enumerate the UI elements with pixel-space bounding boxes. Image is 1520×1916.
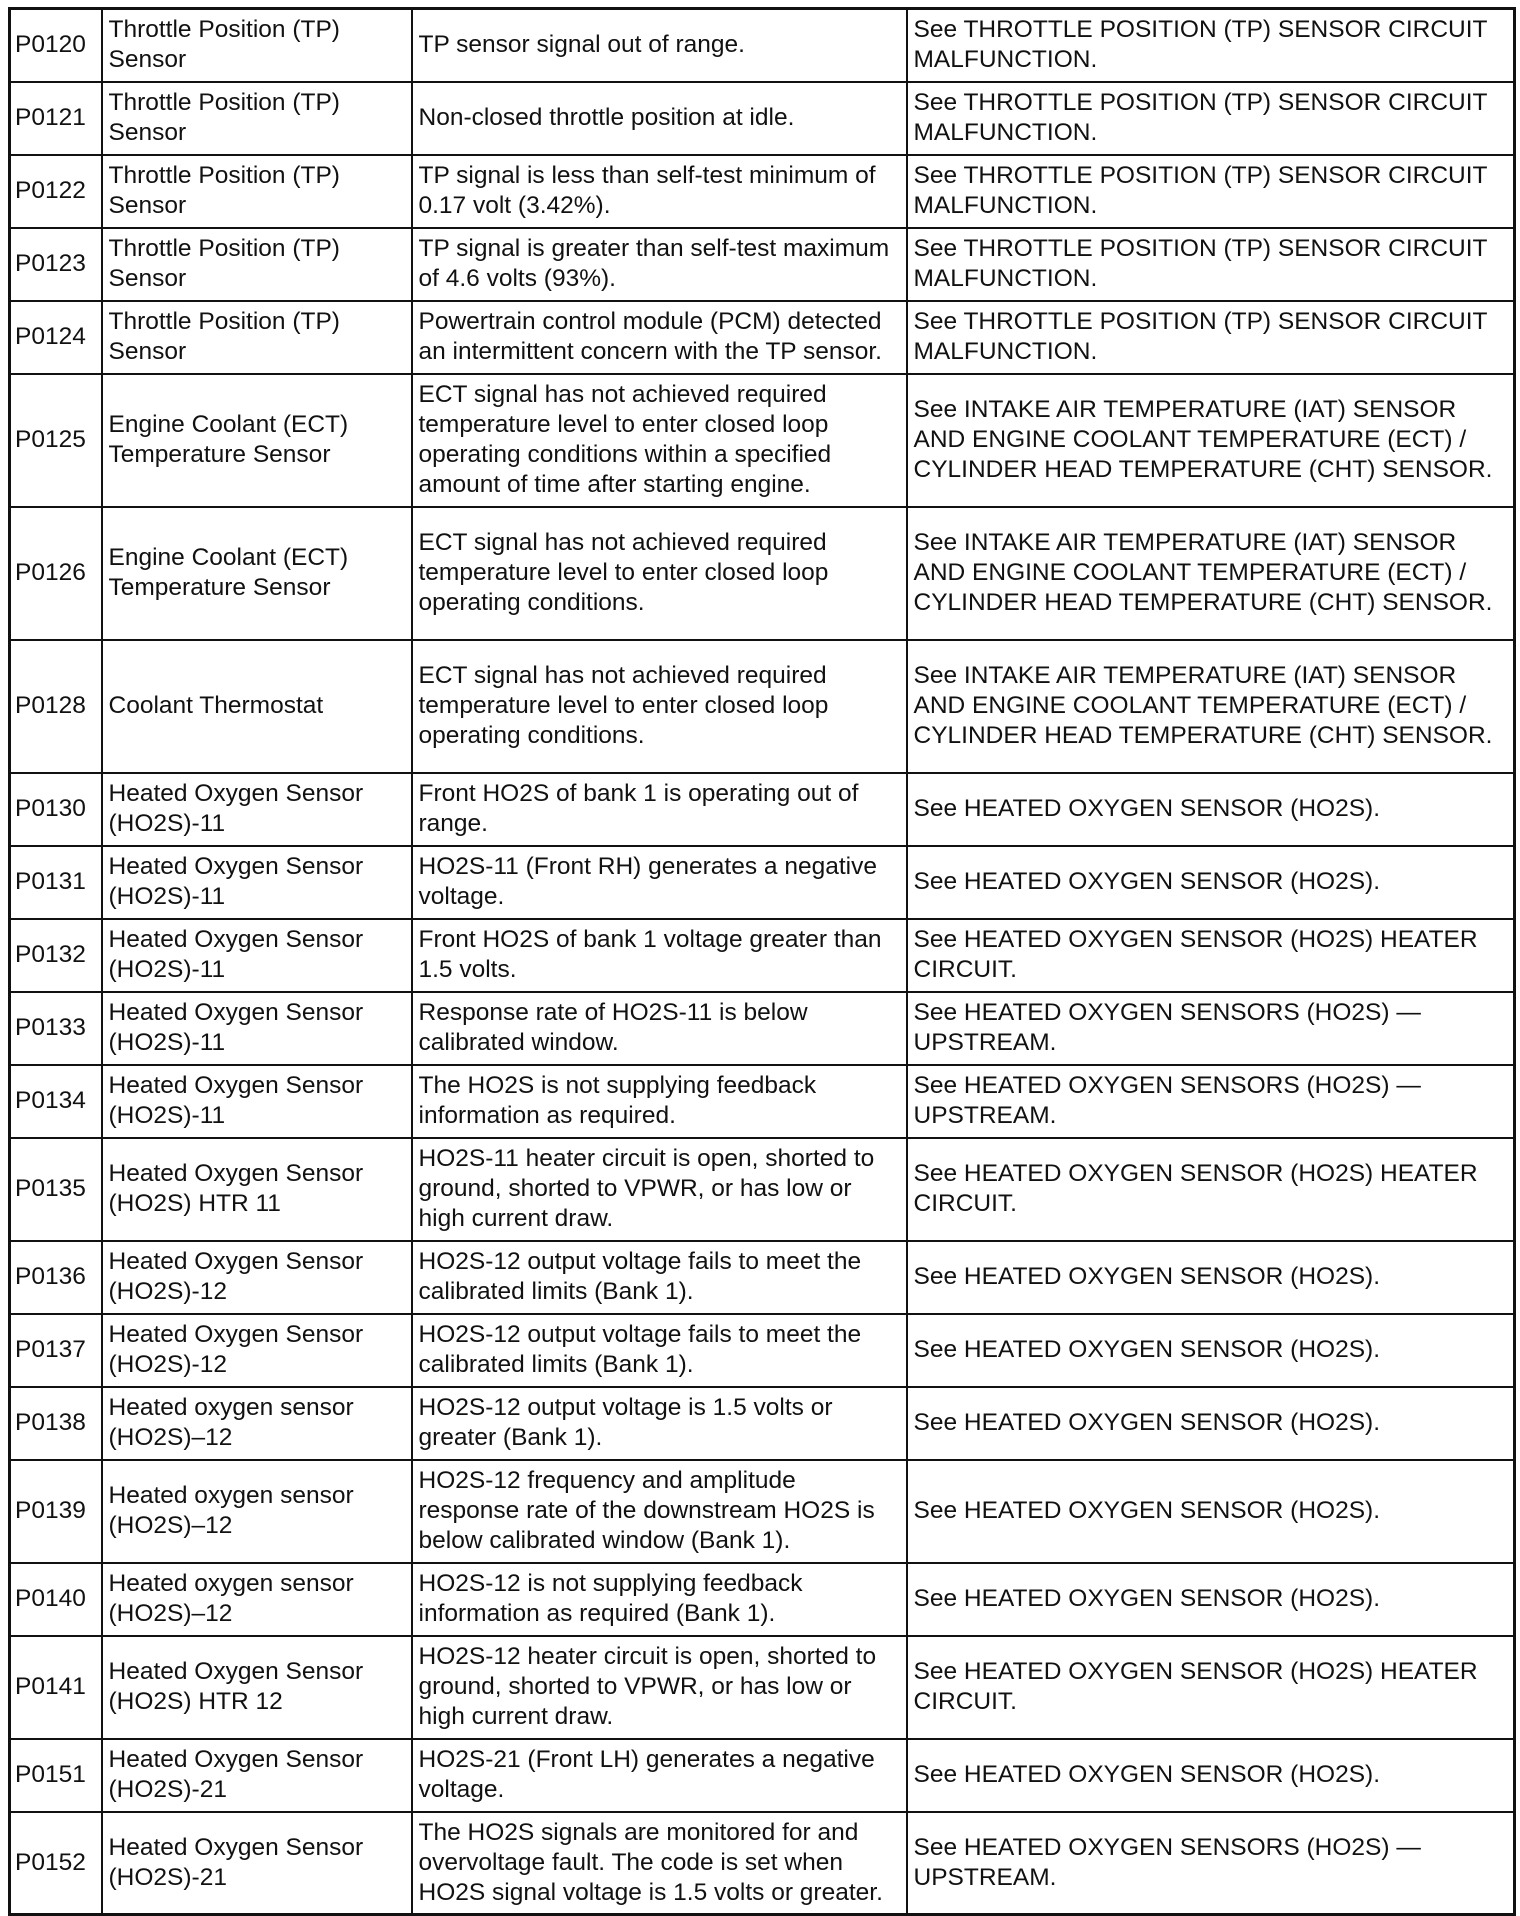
table-row: [10, 773, 1515, 846]
table-row: [10, 1241, 1515, 1314]
condition-cell: Response rate of HO2S-11 is below calibrated window.: [412, 992, 907, 1065]
system-cell: Coolant Thermostat: [102, 640, 412, 773]
action-cell: See HEATED OXYGEN SENSOR (HO2S) HEATER CIRCUIT.: [907, 1138, 1515, 1241]
table-row: [10, 1314, 1515, 1387]
table-row: [10, 1065, 1515, 1138]
table-row: [10, 640, 1515, 773]
system-cell: Heated Oxygen Sensor (HO2S)-11: [102, 846, 412, 919]
dtc-code-cell: P0123: [10, 228, 102, 301]
action-cell: See HEATED OXYGEN SENSOR (HO2S).: [907, 1563, 1515, 1636]
condition-cell: HO2S-12 output voltage fails to meet the calibrated limits (Bank 1).: [412, 1314, 907, 1387]
dtc-code-cell: P0128: [10, 640, 102, 773]
system-cell: Throttle Position (TP) Sensor: [102, 82, 412, 155]
action-cell: See THROTTLE POSITION (TP) SENSOR CIRCUIT MALFUNCTION.: [907, 82, 1515, 155]
condition-cell: HO2S-12 heater circuit is open, shorted to ground, shorted to VPWR, or has low or high current draw.: [412, 1636, 907, 1739]
condition-cell: ECT signal has not achieved required temperature level to enter closed loop operating conditions.: [412, 640, 907, 773]
action-cell: See HEATED OXYGEN SENSORS (HO2S) — UPSTREAM.: [907, 1812, 1515, 1915]
system-cell: Heated Oxygen Sensor (HO2S)-21: [102, 1739, 412, 1812]
condition-cell: HO2S-12 output voltage fails to meet the calibrated limits (Bank 1).: [412, 1241, 907, 1314]
condition-cell: TP signal is less than self-test minimum of 0.17 volt (3.42%).: [412, 155, 907, 228]
action-cell: See HEATED OXYGEN SENSOR (HO2S).: [907, 846, 1515, 919]
system-cell: Heated Oxygen Sensor (HO2S)-12: [102, 1241, 412, 1314]
dtc-code-cell: P0126: [10, 507, 102, 640]
condition-cell: Non-closed throttle position at idle.: [412, 82, 907, 155]
table-row: [10, 992, 1515, 1065]
dtc-table: [8, 7, 1516, 1916]
table-row: [10, 374, 1515, 507]
action-cell: See INTAKE AIR TEMPERATURE (IAT) SENSOR AND ENGINE COOLANT TEMPERATURE (ECT) / CYLINDER HEAD TEMPERATURE (CHT) SENSOR.: [907, 507, 1515, 640]
table-row: [10, 9, 1515, 82]
action-cell: See HEATED OXYGEN SENSOR (HO2S).: [907, 1314, 1515, 1387]
condition-cell: The HO2S is not supplying feedback information as required.: [412, 1065, 907, 1138]
action-cell: See THROTTLE POSITION (TP) SENSOR CIRCUIT MALFUNCTION.: [907, 155, 1515, 228]
system-cell: Throttle Position (TP) Sensor: [102, 228, 412, 301]
action-cell: See INTAKE AIR TEMPERATURE (IAT) SENSOR AND ENGINE COOLANT TEMPERATURE (ECT) / CYLINDER HEAD TEMPERATURE (CHT) SENSOR.: [907, 374, 1515, 507]
dtc-code-cell: P0120: [10, 9, 102, 82]
condition-cell: Front HO2S of bank 1 is operating out of range.: [412, 773, 907, 846]
condition-cell: HO2S-12 is not supplying feedback information as required (Bank 1).: [412, 1563, 907, 1636]
dtc-table-body: [10, 9, 1515, 1915]
system-cell: Heated Oxygen Sensor (HO2S)-11: [102, 992, 412, 1065]
system-cell: Heated oxygen sensor (HO2S)–12: [102, 1563, 412, 1636]
table-row: [10, 846, 1515, 919]
system-cell: Heated Oxygen Sensor (HO2S)-12: [102, 1314, 412, 1387]
dtc-code-cell: P0133: [10, 992, 102, 1065]
action-cell: See HEATED OXYGEN SENSOR (HO2S).: [907, 1739, 1515, 1812]
system-cell: Throttle Position (TP) Sensor: [102, 155, 412, 228]
table-row: [10, 1563, 1515, 1636]
action-cell: See THROTTLE POSITION (TP) SENSOR CIRCUIT MALFUNCTION.: [907, 301, 1515, 374]
condition-cell: HO2S-12 frequency and amplitude response rate of the downstream HO2S is below calibrated window (Bank 1).: [412, 1460, 907, 1563]
table-row: [10, 1636, 1515, 1739]
table-row: [10, 1812, 1515, 1915]
dtc-code-cell: P0131: [10, 846, 102, 919]
condition-cell: Powertrain control module (PCM) detected an intermittent concern with the TP sensor.: [412, 301, 907, 374]
action-cell: See HEATED OXYGEN SENSOR (HO2S).: [907, 773, 1515, 846]
table-row: [10, 1138, 1515, 1241]
dtc-code-cell: P0138: [10, 1387, 102, 1460]
system-cell: Throttle Position (TP) Sensor: [102, 301, 412, 374]
condition-cell: ECT signal has not achieved required temperature level to enter closed loop operating conditions.: [412, 507, 907, 640]
condition-cell: HO2S-12 output voltage is 1.5 volts or greater (Bank 1).: [412, 1387, 907, 1460]
table-row: [10, 1460, 1515, 1563]
dtc-code-cell: P0132: [10, 919, 102, 992]
condition-cell: HO2S-21 (Front LH) generates a negative voltage.: [412, 1739, 907, 1812]
system-cell: Heated Oxygen Sensor (HO2S)-11: [102, 1065, 412, 1138]
table-row: [10, 919, 1515, 992]
condition-cell: TP signal is greater than self-test maximum of 4.6 volts (93%).: [412, 228, 907, 301]
action-cell: See INTAKE AIR TEMPERATURE (IAT) SENSOR AND ENGINE COOLANT TEMPERATURE (ECT) / CYLINDER HEAD TEMPERATURE (CHT) SENSOR.: [907, 640, 1515, 773]
action-cell: See HEATED OXYGEN SENSOR (HO2S).: [907, 1387, 1515, 1460]
table-row: [10, 228, 1515, 301]
dtc-code-cell: P0139: [10, 1460, 102, 1563]
action-cell: See HEATED OXYGEN SENSOR (HO2S).: [907, 1241, 1515, 1314]
table-row: [10, 507, 1515, 640]
action-cell: See HEATED OXYGEN SENSOR (HO2S) HEATER CIRCUIT.: [907, 1636, 1515, 1739]
action-cell: See THROTTLE POSITION (TP) SENSOR CIRCUIT MALFUNCTION.: [907, 228, 1515, 301]
system-cell: Engine Coolant (ECT) Temperature Sensor: [102, 507, 412, 640]
dtc-code-cell: P0136: [10, 1241, 102, 1314]
condition-cell: HO2S-11 (Front RH) generates a negative voltage.: [412, 846, 907, 919]
table-row: [10, 82, 1515, 155]
dtc-code-cell: P0151: [10, 1739, 102, 1812]
table-row: [10, 1387, 1515, 1460]
dtc-code-cell: P0121: [10, 82, 102, 155]
system-cell: Throttle Position (TP) Sensor: [102, 9, 412, 82]
system-cell: Heated oxygen sensor (HO2S)–12: [102, 1460, 412, 1563]
condition-cell: TP sensor signal out of range.: [412, 9, 907, 82]
dtc-code-cell: P0141: [10, 1636, 102, 1739]
action-cell: See HEATED OXYGEN SENSORS (HO2S) — UPSTREAM.: [907, 992, 1515, 1065]
condition-cell: Front HO2S of bank 1 voltage greater than 1.5 volts.: [412, 919, 907, 992]
action-cell: See HEATED OXYGEN SENSOR (HO2S).: [907, 1460, 1515, 1563]
system-cell: Heated oxygen sensor (HO2S)–12: [102, 1387, 412, 1460]
dtc-code-cell: P0137: [10, 1314, 102, 1387]
dtc-code-cell: P0122: [10, 155, 102, 228]
system-cell: Engine Coolant (ECT) Temperature Sensor: [102, 374, 412, 507]
action-cell: See HEATED OXYGEN SENSORS (HO2S) — UPSTREAM.: [907, 1065, 1515, 1138]
dtc-code-cell: P0125: [10, 374, 102, 507]
system-cell: Heated Oxygen Sensor (HO2S) HTR 12: [102, 1636, 412, 1739]
condition-cell: ECT signal has not achieved required temperature level to enter closed loop operating conditions within a specified amount of time after starting engine.: [412, 374, 907, 507]
system-cell: Heated Oxygen Sensor (HO2S) HTR 11: [102, 1138, 412, 1241]
dtc-code-cell: P0130: [10, 773, 102, 846]
dtc-code-cell: P0140: [10, 1563, 102, 1636]
dtc-code-cell: P0134: [10, 1065, 102, 1138]
dtc-code-cell: P0124: [10, 301, 102, 374]
table-row: [10, 155, 1515, 228]
action-cell: See HEATED OXYGEN SENSOR (HO2S) HEATER CIRCUIT.: [907, 919, 1515, 992]
action-cell: See THROTTLE POSITION (TP) SENSOR CIRCUIT MALFUNCTION.: [907, 9, 1515, 82]
system-cell: Heated Oxygen Sensor (HO2S)-11: [102, 919, 412, 992]
dtc-code-cell: P0152: [10, 1812, 102, 1915]
condition-cell: The HO2S signals are monitored for and overvoltage fault. The code is set when HO2S signal voltage is 1.5 volts or greater.: [412, 1812, 907, 1915]
condition-cell: HO2S-11 heater circuit is open, shorted to ground, shorted to VPWR, or has low or high current draw.: [412, 1138, 907, 1241]
system-cell: Heated Oxygen Sensor (HO2S)-11: [102, 773, 412, 846]
table-row: [10, 301, 1515, 374]
table-row: [10, 1739, 1515, 1812]
system-cell: Heated Oxygen Sensor (HO2S)-21: [102, 1812, 412, 1915]
dtc-code-cell: P0135: [10, 1138, 102, 1241]
